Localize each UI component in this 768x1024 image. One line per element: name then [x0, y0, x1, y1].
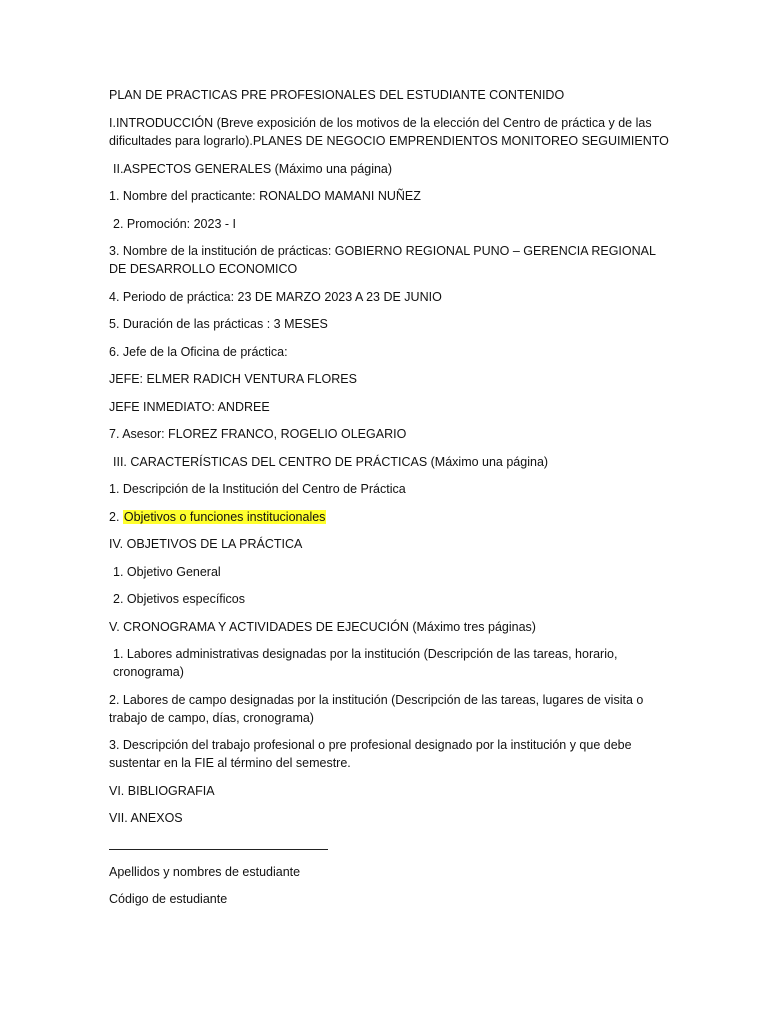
professional-work-item: 3. Descripción del trabajo profesional o pre profesional designado por la institución y que debe sustentar en la FIE al término del semestre.	[109, 738, 632, 770]
practicante-name-item: 1. Nombre del practicante: RONALDO MAMANI NUÑEZ	[109, 189, 421, 203]
practice-period-item: 4. Periodo de práctica: 23 DE MARZO 2023 A 23 DE JUNIO	[109, 289, 442, 304]
practice-duration-item: 5. Duración de las prácticas : 3 MESES	[109, 317, 328, 331]
item-number: 2.	[109, 509, 120, 524]
section-4-heading: IV. OBJETIVOS DE LA PRÁCTICA	[109, 537, 303, 551]
document-body	[109, 86, 669, 918]
specific-objectives-item: 2. Objetivos específicos	[113, 592, 246, 606]
institutional-objectives-item	[109, 508, 669, 526]
section-5-heading: V. CRONOGRAMA Y ACTIVIDADES DE EJECUCIÓN (Máximo tres páginas)	[109, 619, 536, 634]
signature-line	[109, 837, 328, 850]
institution-name-item: 3. Nombre de la institución de prácticas: GOBIERNO REGIONAL PUNO – GERENCIA REGIONAL DE DESARROLLO ECONOMICO	[109, 244, 656, 276]
highlighted-text: Objetivos o funciones institucionales	[123, 509, 326, 524]
jefe-inmediato-line: JEFE INMEDIATO: ANDREE	[109, 399, 270, 414]
administrative-tasks-item: 1. Labores administrativas designadas por la institución (Descripción de las tareas, horario, cronograma)	[113, 647, 618, 679]
promocion-item: 2. Promoción: 2023 - I	[113, 216, 236, 231]
general-objective-item: 1. Objetivo General	[113, 564, 221, 579]
field-tasks-item: 2. Labores de campo designadas por la institución (Descripción de las tareas, lugares de visita o trabajo de campo, días, cronograma)	[109, 692, 644, 725]
advisor-item: 7. Asesor: FLOREZ FRANCO, ROGELIO OLEGARIO	[109, 427, 407, 441]
section-6-heading: VI. BIBLIOGRAFIA	[109, 783, 215, 798]
student-code-label: Código de estudiante	[109, 892, 228, 906]
document-title: PLAN DE PRACTICAS PRE PROFESIONALES DEL ESTUDIANTE CONTENIDO	[109, 88, 565, 102]
section-3-heading: III. CARACTERÍSTICAS DEL CENTRO DE PRÁCTICAS (Máximo una página)	[113, 454, 549, 469]
section-2-heading: II.ASPECTOS GENERALES (Máximo una página)	[113, 161, 393, 176]
section-7-heading: VII. ANEXOS	[109, 811, 183, 825]
institution-description-item: 1. Descripción de la Institución del Centro de Práctica	[109, 482, 406, 496]
office-head-item: 6. Jefe de la Oficina de práctica:	[109, 344, 288, 359]
jefe-line: JEFE: ELMER RADICH VENTURA FLORES	[109, 372, 357, 386]
introduction-paragraph: I.INTRODUCCIÓN (Breve exposición de los motivos de la elección del Centro de práctica y de las dificultades para lograrlo).PLANES DE NEGOCIO EMPRENDIENTOS MONITOREO SEGUIMIENTO	[109, 116, 669, 148]
signature-label: Apellidos y nombres de estudiante	[109, 864, 301, 879]
